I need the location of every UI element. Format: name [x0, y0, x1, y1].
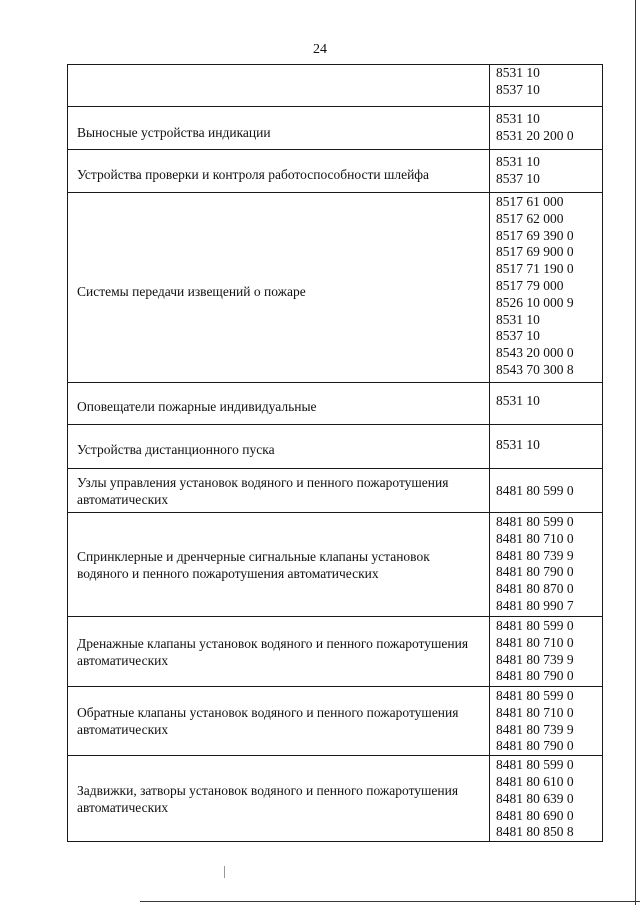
table-row: [68, 383, 603, 425]
tn-ved-code: 8537 10: [496, 328, 540, 344]
tn-ved-code: 8537 10: [496, 81, 540, 97]
tn-ved-code: 8517 69 390 0: [496, 227, 574, 243]
tn-ved-code: 8537 10: [496, 170, 540, 186]
tn-ved-codes-cell: [490, 687, 603, 756]
product-name-cell: [68, 107, 490, 150]
tn-ved-code: 8481 80 739 9: [496, 547, 574, 563]
product-name-cell: [68, 425, 490, 469]
tn-ved-code: 8531 10: [496, 65, 540, 80]
product-name: Спринклерные и дренчерные сигнальные клапаны установок водяного и пенного пожаротушения автоматических: [77, 548, 430, 581]
product-name: Задвижки, затворы установок водяного и пенного пожаротушения автоматических: [77, 782, 459, 815]
product-name-cell: [68, 383, 490, 425]
tn-ved-code: 8481 80 790 0: [496, 668, 574, 684]
tn-ved-codes-cell: [490, 150, 603, 193]
tn-ved-code: 8481 80 710 0: [496, 530, 574, 546]
table-row: [68, 425, 603, 469]
tn-ved-code: 8517 69 900 0: [496, 244, 574, 260]
tn-ved-codes-cell: [490, 65, 603, 107]
tn-ved-code: 8517 62 000: [496, 210, 564, 226]
tn-ved-code: 8517 79 000: [496, 277, 564, 293]
tn-ved-codes-cell: [490, 469, 603, 513]
tn-ved-code: 8481 80 599 0: [496, 688, 574, 703]
product-name: Узлы управления установок водяного и пенного пожаротушения автоматических: [77, 474, 449, 507]
tn-ved-code: 8481 80 870 0: [496, 581, 574, 597]
tn-ved-codes-cell: [490, 513, 603, 617]
tn-ved-code: 8531 10: [496, 154, 540, 169]
tn-ved-code: 8481 80 790 0: [496, 564, 574, 580]
product-name: Системы передачи извещений о пожаре: [77, 284, 306, 299]
tn-ved-codes-cell: [490, 756, 603, 842]
product-name-cell: [68, 513, 490, 617]
product-name-cell: [68, 150, 490, 193]
tn-ved-code: 8481 80 599 0: [496, 618, 574, 633]
tn-ved-code: 8481 80 610 0: [496, 773, 574, 789]
product-name-cell: [68, 193, 490, 383]
product-name-cell: [68, 756, 490, 842]
product-name: Выносные устройства индикации: [77, 124, 271, 140]
product-name: Обратные клапаны установок водяного и пенного пожаротушения автоматических: [77, 705, 459, 738]
table-row: [68, 193, 603, 383]
tn-ved-code: 8481 80 739 9: [496, 721, 574, 737]
product-name: Дренажные клапаны установок водяного и пенного пожаротушения автоматических: [77, 635, 469, 668]
tn-ved-code: 8481 80 710 0: [496, 704, 574, 720]
table-row: [68, 150, 603, 193]
tn-ved-code: 8531 10: [496, 111, 540, 126]
product-name: Оповещатели пожарные индивидуальные: [77, 399, 317, 414]
product-name-cell: [68, 617, 490, 687]
tn-ved-code: 8531 10: [496, 393, 540, 408]
tn-ved-code: 8481 80 599 0: [496, 757, 574, 773]
scan-artifact-mark: [224, 866, 225, 878]
tn-ved-code: 8481 80 599 0: [496, 483, 574, 498]
tn-ved-codes-cell: [490, 617, 603, 687]
table-row: [68, 687, 603, 756]
table-row: [68, 617, 603, 687]
tn-ved-code: 8481 80 739 9: [496, 651, 574, 667]
product-name-cell: [68, 65, 490, 107]
tn-ved-code: 8526 10 000 9: [496, 294, 574, 310]
tn-ved-codes-cell: [490, 425, 603, 469]
tn-ved-codes-cell: [490, 383, 603, 425]
product-name: Устройства дистанционного пуска: [77, 442, 275, 457]
tn-ved-codes-cell: [490, 193, 603, 383]
tn-ved-code: 8481 80 599 0: [496, 514, 574, 529]
scan-border-right: [635, 0, 636, 905]
tn-ved-code: 8481 80 710 0: [496, 634, 574, 650]
tn-ved-code: 8481 80 690 0: [496, 807, 574, 823]
tn-ved-code: 8481 80 790 0: [496, 738, 574, 754]
tn-ved-code: 8531 20 200 0: [496, 127, 574, 143]
classification-table: [67, 64, 603, 842]
table-row: [68, 756, 603, 842]
tn-ved-code: 8517 71 190 0: [496, 261, 574, 277]
tn-ved-code: 8543 70 300 8: [496, 361, 574, 377]
tn-ved-code: 8481 80 639 0: [496, 790, 574, 806]
table-row: [68, 107, 603, 150]
table-row: [68, 65, 603, 107]
tn-ved-code: 8531 10: [496, 437, 540, 452]
product-name-cell: [68, 469, 490, 513]
page-number: 24: [313, 42, 327, 57]
table-body: [68, 65, 603, 842]
tn-ved-codes-cell: [490, 107, 603, 150]
tn-ved-code: 8543 20 000 0: [496, 345, 574, 361]
tn-ved-code: 8531 10: [496, 311, 540, 327]
table-row: [68, 469, 603, 513]
product-name-cell: [68, 687, 490, 756]
tn-ved-code: 8481 80 850 8: [496, 824, 574, 840]
tn-ved-code: 8517 61 000: [496, 194, 564, 209]
tn-ved-code: 8481 80 990 7: [496, 597, 574, 613]
scan-border-bottom: [140, 901, 640, 902]
product-name: Устройства проверки и контроля работоспособности шлейфа: [77, 166, 430, 182]
table-row: [68, 513, 603, 617]
